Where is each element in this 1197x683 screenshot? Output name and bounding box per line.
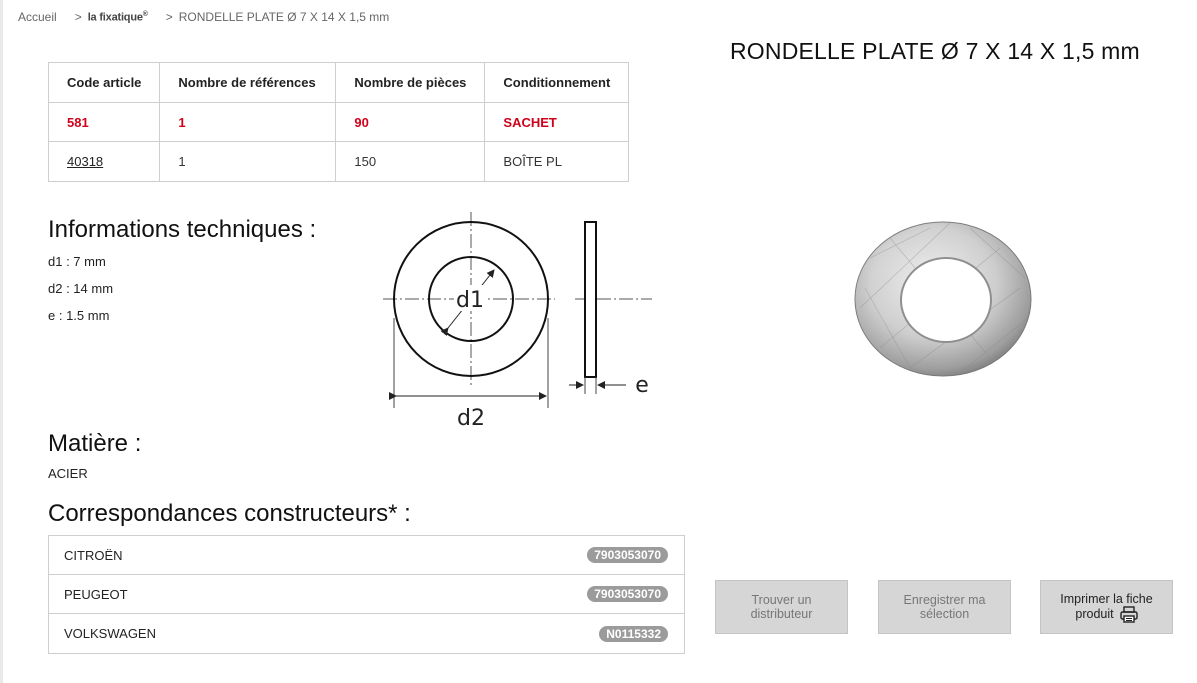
d1-label: d1	[456, 288, 484, 313]
spec-e: e : 1.5 mm	[48, 308, 110, 323]
breadcrumb	[18, 10, 389, 24]
cell-code: 581	[49, 103, 160, 142]
print-sheet-button[interactable]	[1040, 580, 1173, 634]
list-item	[49, 614, 684, 653]
maker-name: CITROËN	[64, 547, 123, 563]
corr-heading: Correspondances constructeurs* :	[48, 500, 411, 527]
spec-d1: d1 : 7 mm	[48, 254, 106, 269]
d2-label: d2	[457, 406, 485, 431]
spec-d2: d2 : 14 mm	[48, 281, 114, 296]
cell-pack: BOÎTE PL	[485, 142, 629, 182]
ref-badge: 7903053070	[587, 586, 668, 602]
table-row	[49, 103, 629, 142]
material-value: ACIER	[48, 466, 88, 481]
ref-badge: 7903053070	[587, 547, 668, 563]
print-button-line2: produit	[1075, 607, 1114, 621]
e-label: e	[635, 373, 649, 398]
material-heading: Matière :	[48, 430, 142, 457]
product-photo	[850, 218, 1036, 378]
cell-pack: SACHET	[485, 103, 629, 142]
product-title: RONDELLE PLATE Ø 7 X 14 X 1,5 mm	[730, 38, 1140, 64]
registered-mark: ®	[142, 10, 148, 18]
find-button-line1: Trouver un	[751, 593, 812, 607]
header-code: Code article	[49, 63, 160, 103]
corr-list	[48, 535, 685, 654]
technical-drawing	[380, 208, 665, 433]
breadcrumb-current: RONDELLE PLATE Ø 7 X 14 X 1,5 mm	[178, 10, 390, 24]
print-button-row	[1075, 606, 1137, 623]
find-button-line2: distributeur	[750, 607, 813, 621]
article-table	[48, 62, 629, 182]
cell-pieces: 150	[336, 142, 485, 182]
save-button-line2: sélection	[919, 607, 970, 621]
printer-icon	[1120, 606, 1138, 623]
cell-pieces: 90	[336, 103, 485, 142]
breadcrumb-separator: >	[74, 10, 82, 24]
ref-badge: N0115332	[599, 626, 668, 642]
maker-name: VOLKSWAGEN	[64, 626, 156, 641]
breadcrumb-brand-label: la fixatique	[87, 11, 143, 24]
save-selection-button[interactable]	[878, 580, 1011, 634]
header-pieces: Nombre de pièces	[336, 63, 485, 103]
cell-refs: 1	[160, 103, 336, 142]
header-refs: Nombre de références	[160, 63, 336, 103]
table-header-row	[49, 63, 629, 103]
find-distributor-button[interactable]	[715, 580, 848, 634]
breadcrumb-brand[interactable]	[88, 11, 148, 24]
left-border	[0, 0, 3, 683]
breadcrumb-home[interactable]: Accueil	[18, 10, 57, 24]
article-code-link[interactable]: 40318	[67, 154, 104, 169]
maker-name: PEUGEOT	[64, 586, 128, 602]
table-row	[49, 142, 629, 182]
list-item	[49, 575, 684, 614]
print-button-line1: Imprimer la fiche	[1060, 591, 1153, 606]
breadcrumb-separator: >	[165, 10, 173, 24]
cell-refs: 1	[160, 142, 336, 182]
save-button-line1: Enregistrer ma	[903, 593, 986, 607]
tech-heading: Informations techniques :	[48, 216, 317, 243]
cell-code	[49, 142, 160, 182]
list-item	[49, 536, 684, 575]
header-pack: Conditionnement	[485, 63, 629, 103]
